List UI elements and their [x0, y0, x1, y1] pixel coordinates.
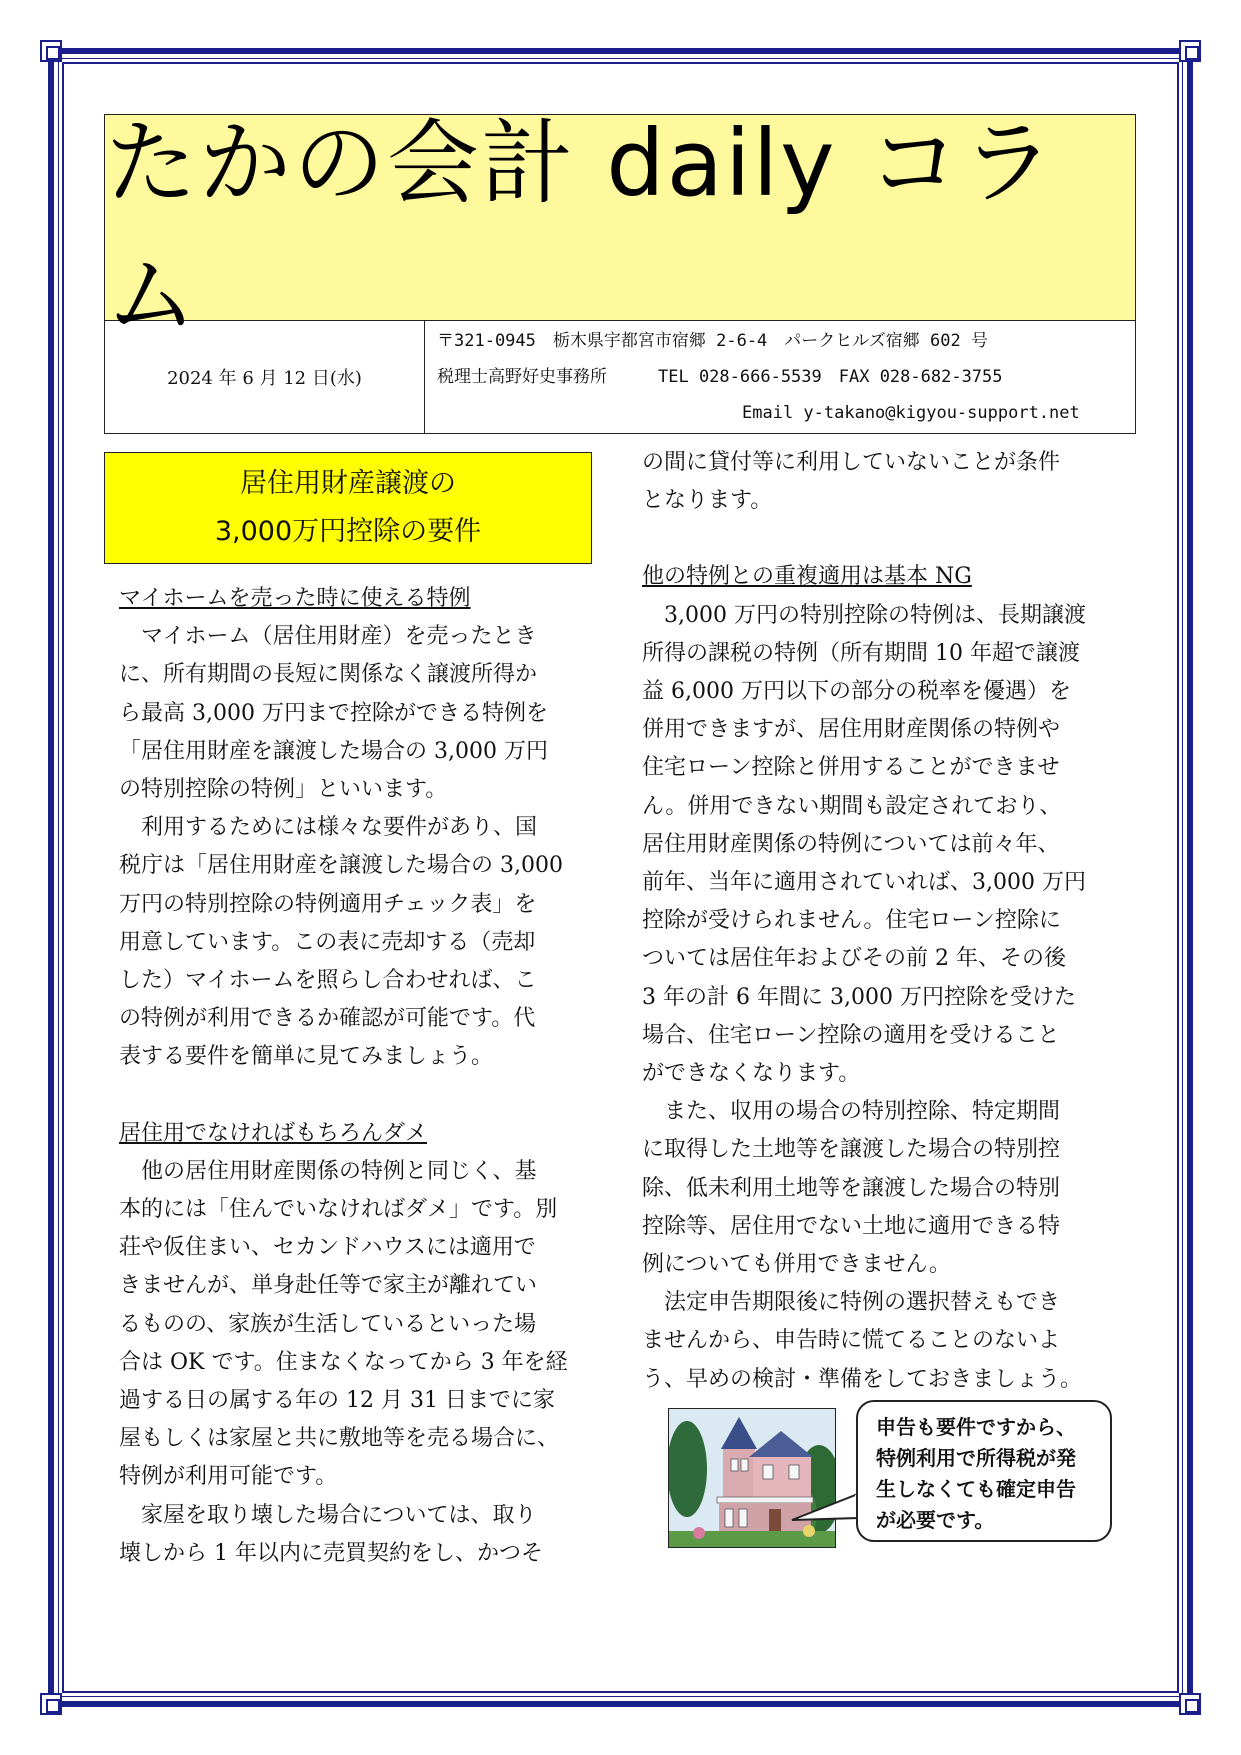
bubble-line: 申告も要件ですから、 — [876, 1415, 1076, 1439]
corner-ornament-bottom-left — [40, 1693, 62, 1715]
office-email: Email y-takano@kigyou-support.net — [742, 403, 1080, 423]
corner-ornament-bottom-right — [1179, 1693, 1201, 1715]
paragraph-line: の特別控除の特例」といいます。 — [119, 777, 448, 803]
section-heading-3: 他の特例との重複適用は基本 NG — [642, 564, 972, 590]
newsletter-title: たかの会計 daily コラム — [105, 109, 1056, 349]
paragraph-line: マイホーム（居住用財産）を売ったとき — [141, 624, 537, 650]
article-title-line-2: 3,000万円控除の要件 — [214, 516, 482, 547]
right-column — [642, 444, 1122, 1399]
speech-bubble — [856, 1400, 1112, 1542]
paragraph-line: るものの、家族が生活しているといった場 — [119, 1311, 537, 1337]
paragraph-line: 例についても併用できません。 — [642, 1252, 951, 1278]
corner-ornament-top-right — [1179, 40, 1201, 62]
paragraph-line: 居住用財産関係の特例については前々年、 — [642, 831, 1060, 857]
section-heading-1: マイホームを売った時に使える特例 — [119, 586, 471, 611]
paragraph-line: 荘や仮住まい、セカンドハウスには適用で — [119, 1235, 536, 1261]
paragraph-line: 合は OK です。住まなくなってから 3 年を経 — [119, 1349, 568, 1375]
paragraph-line: 本的には「住んでいなければダメ」です。別 — [119, 1197, 558, 1223]
paragraph-line: 所得の課税の特例（所有期間 10 年超で譲渡 — [642, 640, 1080, 666]
paragraph-line: 控除が受けられません。住宅ローン控除に — [642, 908, 1061, 934]
article-title-box — [104, 452, 592, 564]
paragraph-line: 控除等、居住用でない土地に適用できる特 — [642, 1213, 1061, 1239]
paragraph-line: また、収用の場合の特別控除、特定期間 — [664, 1099, 1061, 1125]
office-contact: 税理士高野好史事務所 TEL 028-666-5539 FAX 028-682-3755 — [437, 367, 1003, 387]
left-column — [119, 580, 599, 1573]
paragraph-line: 住宅ローン控除と併用することができませ — [642, 755, 1060, 781]
paragraph-line: 万円の特別控除の特例適用チェック表」を — [119, 891, 537, 917]
paragraph-line: ん。併用できない期間も設定されており、 — [642, 793, 1062, 819]
corner-ornament-top-left — [40, 40, 62, 62]
office-info — [425, 321, 1135, 433]
paragraph-line: ついては居住年およびその前 2 年、その後 — [642, 946, 1066, 972]
paragraph-line: 場合、住宅ローン控除の適用を受けること — [642, 1022, 1060, 1048]
bubble-line: が必要です。 — [876, 1508, 995, 1532]
paragraph-line: 他の居住用財産関係の特例と同じく、基 — [141, 1158, 537, 1184]
paragraph-line: ができなくなります。 — [642, 1061, 861, 1087]
paragraph-line: ら最高 3,000 万円まで控除ができる特例を — [119, 700, 548, 726]
paragraph-line: 壊しから 1 年以内に売買契約をし、かつそ — [119, 1540, 543, 1566]
paragraph-line: 併用できますが、居住用財産関係の特例や — [642, 717, 1061, 743]
speech-bubble-tail — [790, 1490, 860, 1530]
newsletter-header — [104, 109, 1136, 434]
section-heading-2: 居住用でなければもちろんダメ — [119, 1120, 428, 1146]
paragraph-line: 特例が利用可能です。 — [119, 1464, 338, 1490]
paragraph-line: う、早めの検討・準備をしておきましょう。 — [642, 1366, 1083, 1392]
paragraph-line: 法定申告期限後に特例の選択替えもでき — [664, 1290, 1061, 1316]
paragraph-line: した）マイホームを照らし合わせれば、こ — [119, 968, 537, 994]
article-title-line-1: 居住用財産譲渡の — [240, 468, 456, 499]
paragraph-line: 3,000 万円の特別控除の特例は、長期譲渡 — [664, 602, 1086, 628]
paragraph-line: の間に貸付等に利用していないことが条件 — [642, 450, 1061, 475]
bubble-line: 特例利用で所得税が発 — [876, 1446, 1076, 1470]
paragraph-line: 過する日の属する年の 12 月 31 日までに家 — [119, 1388, 555, 1414]
paragraph-line: ませんから、申告時に慌てることのないよ — [642, 1328, 1061, 1354]
paragraph-line: に、所有期間の長短に関係なく譲渡所得か — [119, 662, 538, 688]
paragraph-line: 家屋を取り壊した場合については、取り — [141, 1502, 537, 1528]
paragraph-line: 用意しています。この表に売却する（売却 — [119, 929, 536, 955]
issue-date: 2024 年 6 月 12 日(水) — [105, 321, 425, 433]
paragraph-line: 除、低未利用土地等を譲渡した場合の特別 — [642, 1175, 1061, 1201]
office-address: 〒321-0945 栃木県宇都宮市宿郷 2-6-4 パークヒルズ宿郷 602 号 — [437, 331, 988, 351]
paragraph-line: 益 6,000 万円以下の部分の税率を優遇）を — [642, 679, 1071, 705]
paragraph-line: 前年、当年に適用されていれば、3,000 万円 — [642, 870, 1086, 896]
paragraph-line: 屋もしくは家屋と共に敷地等を売る場合に、 — [119, 1426, 560, 1452]
paragraph-line: 利用するためには様々な要件があり、国 — [141, 815, 538, 841]
paragraph-line: となります。 — [642, 488, 773, 514]
paragraph-line: 3 年の計 6 年間に 3,000 万円控除を受けた — [642, 984, 1076, 1010]
paragraph-line: に取得した土地等を譲渡した場合の特別控 — [642, 1137, 1061, 1163]
bubble-line: 生しなくても確定申告 — [876, 1477, 1076, 1501]
paragraph-line: きませんが、単身赴任等で家主が離れてい — [119, 1273, 538, 1299]
paragraph-line: 税庁は「居住用財産を譲渡した場合の 3,000 — [119, 853, 563, 879]
paragraph-line: 表する要件を簡単に見てみましょう。 — [119, 1044, 494, 1070]
paragraph-line: 「居住用財産を譲渡した場合の 3,000 万円 — [119, 738, 548, 764]
paragraph-line: の特例が利用できるか確認が可能です。代 — [119, 1006, 536, 1032]
